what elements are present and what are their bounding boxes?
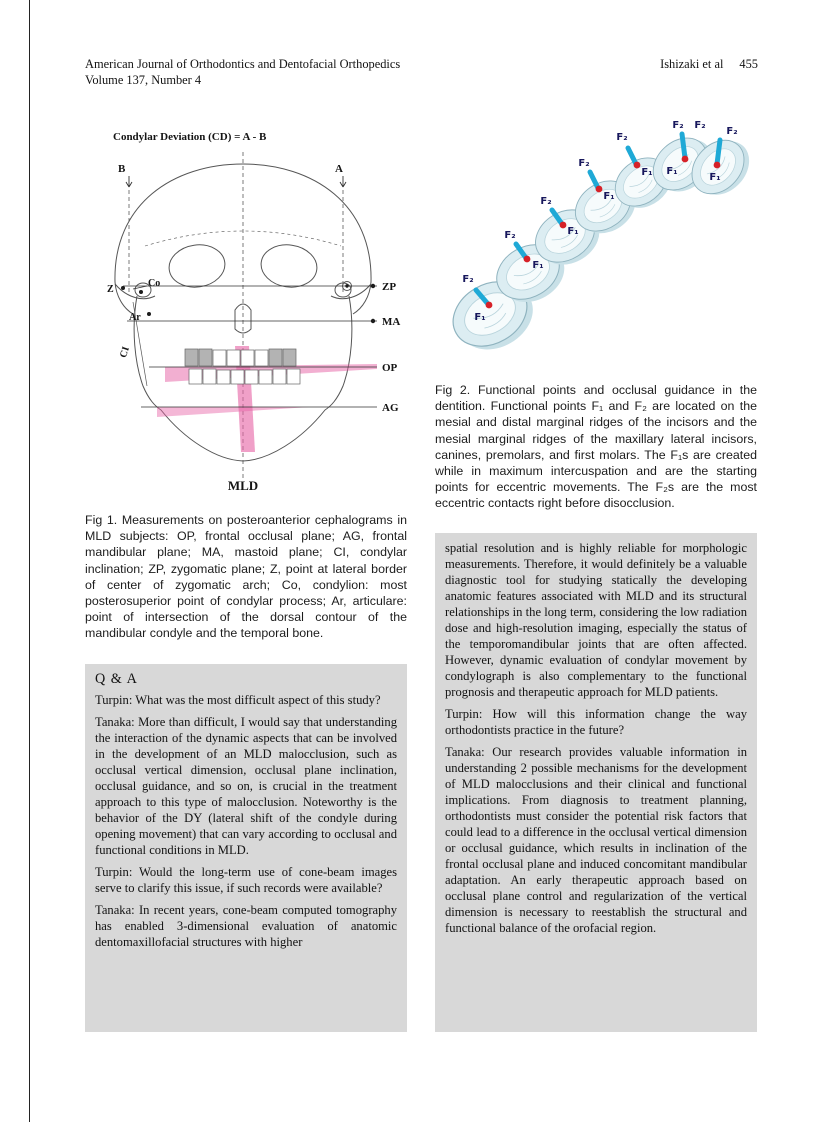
page-edge-line: [29, 0, 30, 1122]
fig1-plane-label-zp: ZP: [382, 281, 397, 293]
fig1-plane-label-ag: AG: [382, 402, 399, 414]
fig2-svg: [432, 114, 758, 376]
f2-label: F₂: [578, 158, 590, 169]
fig1-plane-label-op: OP: [382, 362, 398, 374]
qa-section-left: [85, 664, 407, 1032]
f1-label: F₁: [709, 172, 721, 183]
journal-title: American Journal of Orthodontics and Dentofacial Orthopedics: [85, 57, 401, 71]
f2-label: F₂: [540, 196, 552, 207]
qa-paragraph: Tanaka: Our research provides valuable information in understanding 2 possible mechanisms for the development of MLD malocclusions and their clinical and functional implications. From diagnosis to treatment planning, orthodontists must consider the potential risk factors that could lead to a difference in the occlusal vertical dimension or occlusal guidance, which results in inclination of the frontal occlusal plane and induced concomitant mandibular adaptation. An early therapeutic approach based on occlusal plane control and regularization of the vertical dimension is necessary to reestablish the structural and functional balance of the orofacial region.: [445, 745, 747, 935]
fig1-equation: Condylar Deviation (CD) = A - B: [113, 131, 267, 143]
fig1-plane-label-ma: MA: [382, 316, 401, 328]
f1-label: F₁: [641, 167, 653, 178]
fig1-mld-label: MLD: [227, 478, 259, 493]
f1-label: F₁: [567, 226, 579, 237]
fig1-point-label-z: Z: [107, 284, 114, 295]
qa-paragraph: Turpin: Would the long-term use of cone-beam images serve to clarify this issue, if such records were available?: [95, 865, 397, 895]
fig1-point-label-co: Co: [148, 278, 161, 289]
f2-label: F₂: [672, 120, 684, 131]
figure2-caption: Fig 2. Functional points and occlusal guidance in the dentition. Functional points F₁ and F₂ are located on the mesial and distal marginal ridges of the incisors and the mesial marginal ridges of the maxillary lateral incisors, canines, premolars, and first molars. The F₁s are created while in maximum intercuspation and are the starting points for eccentric movements. The F₂s are the most eccentric contacts right before disocclusion.: [435, 383, 757, 511]
qa-section-right: [435, 533, 757, 1032]
qa-paragraph: Turpin: How will this information change the way orthodontists practice in the future?: [445, 707, 747, 737]
fig1-point-label-ar: Ar: [129, 312, 141, 323]
figure1-caption: Fig 1. Measurements on posteroanterior cephalograms in MLD subjects: OP, frontal occlusal plane; AG, frontal mandibular plane; MA, mastoid plane; CI, condylar inclination; ZP, zygomatic plane; Z, point at lateral border of center of zygomatic arch; Co, condylion: most posterosuperior point of condylar process; Ar, articulare: point of intersection of the dorsal contour of the mandibular condyle and the temporal bone.: [85, 513, 407, 641]
fig1-point-label-a: A: [335, 163, 343, 175]
f1-label: F₁: [603, 191, 615, 202]
f2-label: F₂: [504, 230, 516, 241]
running-head-right: [660, 57, 758, 88]
page-number: 455: [739, 57, 758, 71]
f2-label: F₂: [694, 120, 706, 131]
reference-drop-lines: [129, 152, 343, 480]
qa-paragraph: Tanaka: In recent years, cone-beam computed tomography has enabled 3-dimensional evaluation of anatomic dentomaxillofacial structures with higher: [95, 903, 397, 949]
f1-label: F₁: [666, 166, 678, 177]
f2-label: F₂: [462, 274, 474, 285]
f2-label: F₂: [726, 126, 738, 137]
fig1-point-label-ci: CI: [118, 345, 132, 360]
f1-label: F₁: [474, 312, 486, 323]
f2-label: F₂: [616, 132, 628, 143]
qa-paragraph: spatial resolution and is highly reliable for morphologic measurements. Therefore, it would definitely be a valuable diagnostic tool for studying statically the developing anatomic features associated with MLD and its structural relationships in the long term, considering the low radiation dose and high-resolution imaging, especially the status of the temporomandibular joints that are often affected. However, dynamic evaluation of condylar movement by condylograph is also complementary to the functional prognosis and therapeutic approach for MLD patients.: [445, 541, 747, 699]
fig1-svg: [85, 124, 407, 506]
figure1-image: [85, 124, 407, 506]
qa-paragraph: Turpin: What was the most difficult aspect of this study?: [95, 693, 381, 707]
qa-heading: Q & A: [95, 671, 138, 687]
running-head-authors: Ishizaki et al: [660, 57, 724, 71]
f1-label: F₁: [532, 260, 544, 271]
journal-issue: Volume 137, Number 4: [85, 72, 202, 87]
running-header: [85, 57, 758, 88]
reference-arrows: [126, 176, 346, 187]
fig1-point-label-b: B: [118, 163, 126, 175]
qa-paragraph: Tanaka: More than difficult, I would say that understanding the interaction of the dynamic aspects that can be involved in the development of an MLD malocclusion, such as occlusal vertical dimension, occlusal plane inclination, occlusal guidance, and so on, is crucial in the treatment approach to this type of malocclusion. Noteworthy is the behavior of the DY (lateral shift of the condyle during opening movement) that can vary according to occlusal and functional conditions in MLD.: [95, 715, 397, 857]
landmark-dots: [121, 284, 375, 323]
journal-header-block: [85, 57, 400, 88]
figure2-image: [432, 114, 758, 376]
